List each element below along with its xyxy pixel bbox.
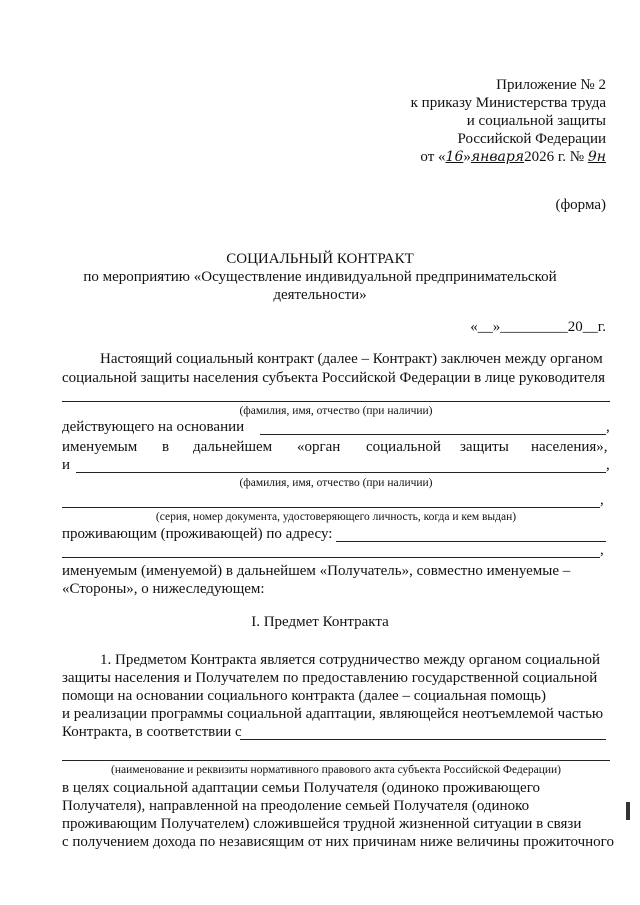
address-line-1 — [336, 541, 606, 542]
comma: , — [600, 542, 604, 558]
acting-basis-label: действующего на основании — [62, 419, 245, 435]
comma: , — [606, 457, 610, 473]
and-label: и — [62, 457, 71, 473]
named-body-w7: населения», — [531, 439, 608, 455]
caption-document: (серия, номер документа, удостоверяющего личность, когда и кем выдан) — [155, 511, 517, 523]
order-line: к приказу Министерства труда — [410, 95, 606, 111]
date-mid: » — [463, 149, 471, 165]
clause-1-line-7: Получателя), направленной на преодоление семьей Получателя (одиноко — [62, 798, 530, 814]
comma: , — [600, 492, 604, 508]
caption-legal-act: (наименование и реквизиты нормативного правового акта субъекта Российской Федерации) — [110, 764, 562, 776]
intro-line-1: Настоящий социальный контракт (далее – Контракт) заключен между органом — [100, 351, 603, 367]
clause-1-line-6: в целях социальной адаптации семьи Получателя (одиноко проживающего — [62, 780, 540, 796]
document-title: СОЦИАЛЬНЫЙ КОНТРАКТ — [226, 251, 414, 267]
recipient-line-2: «Стороны», о нижеследующем: — [62, 581, 265, 597]
named-body-w2: в — [162, 439, 170, 455]
document-subtitle-2: деятельности» — [273, 287, 367, 303]
named-body-w6: защиты — [460, 439, 509, 455]
date-year: 2026 г. № — [524, 149, 585, 165]
clause-1-line-2: защиты населения и Получателем по предоставлению государственной социальной — [62, 670, 598, 686]
date-month: января — [470, 149, 525, 165]
residing-label: проживающим (проживающей) по адресу: — [62, 526, 333, 542]
clause-1-line-5: Контракта, в соответствии с — [62, 724, 242, 740]
caption-fio-2: (фамилия, имя, отчество (при наличии) — [239, 477, 433, 489]
annex-number: Приложение № 2 — [496, 77, 606, 93]
recipient-name-line — [76, 472, 606, 473]
named-body-w4: «орган — [297, 439, 341, 455]
clause-1-line-9: с получением дохода по независящим от них причинам ниже величины прожиточного — [62, 834, 614, 850]
scan-margin-mark — [626, 802, 630, 820]
clause-1-line-4: и реализации программы социальной адаптации, являющейся неотъемлемой частью — [62, 706, 604, 722]
clause-1-line-1: 1. Предметом Контракта является сотрудничество между органом социальной — [100, 652, 601, 668]
form-label: (форма) — [555, 197, 606, 213]
intro-line-2: социальной защиты населения субъекта Российской Федерации в лице руководителя — [62, 370, 606, 386]
address-line-2 — [62, 557, 600, 558]
named-body-w1: именуемым — [62, 439, 138, 455]
document-data-line — [62, 507, 600, 508]
clause-1-line-8: проживающим Получателем) сложившейся трудной жизненной ситуации в связи — [62, 816, 582, 832]
federation-line: Российской Федерации — [457, 131, 606, 147]
comma: , — [606, 419, 610, 435]
date-prefix: от « — [420, 149, 446, 165]
order-number: 9н — [587, 149, 606, 165]
clause-1-line-3: помощи на основании социального контракта (далее – социальная помощь) — [62, 688, 546, 704]
document-subtitle-1: по мероприятию «Осуществление индивидуальной предпринимательской — [83, 269, 557, 285]
section-1-heading: I. Предмет Контракта — [251, 614, 389, 630]
head-name-line — [62, 401, 610, 402]
named-body-w3: дальнейшем — [193, 439, 273, 455]
legal-act-line-2 — [62, 760, 610, 761]
date-day: 16 — [445, 149, 464, 165]
named-body-w5: социальной — [366, 439, 441, 455]
recipient-line-1: именуемым (именуемой) в дальнейшем «Получатель», совместно именуемые – — [62, 563, 571, 579]
caption-fio-1: (фамилия, имя, отчество (при наличии) — [239, 405, 433, 417]
ministry-line: и социальной защиты — [466, 113, 606, 129]
contract-date-blank: «__»_________20__г. — [470, 319, 606, 335]
acting-basis-line — [260, 434, 606, 435]
order-date — [420, 148, 606, 166]
legal-act-line-1 — [240, 739, 606, 740]
